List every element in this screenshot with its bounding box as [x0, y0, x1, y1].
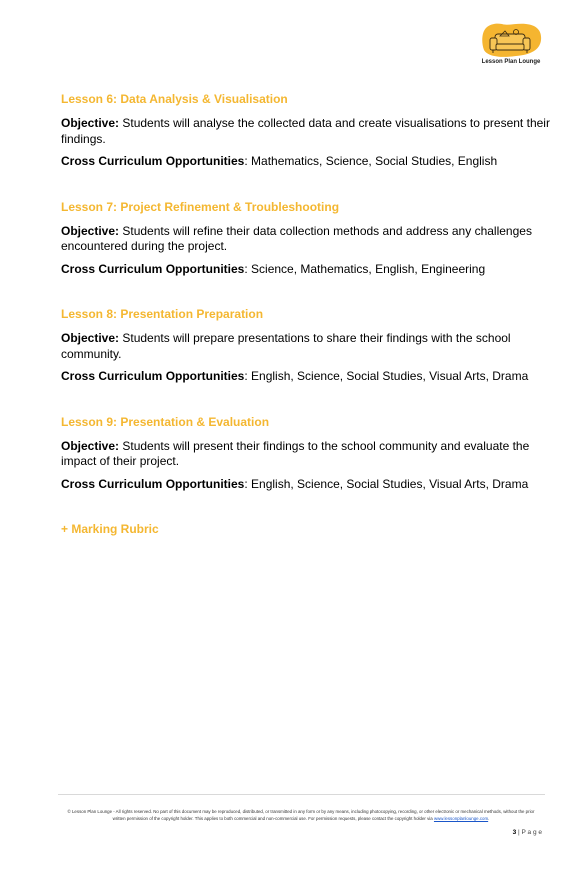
cross-curriculum-label: Cross Curriculum Opportunities	[61, 154, 245, 168]
objective-text: Students will prepare presentations to share their findings with the school community.	[61, 331, 511, 361]
page-number-value: 3	[512, 829, 517, 836]
lesson-title: Lesson 8: Presentation Preparation	[61, 307, 264, 321]
copyright-text: © Lesson Plan Lounge - All rights reserved. No part of this document may be reproduced, distributed, or transmitted in any form or by any means, including photocopying, recording, or other electronic or mechanical methods, without the prior written permission of the copyright holder. This applies to both commercial and non-commercial use. For permission requests, please contact the copyright holder via	[67, 809, 535, 821]
lesson-list	[61, 92, 551, 537]
objective-paragraph	[61, 331, 551, 362]
cross-curriculum-paragraph	[61, 477, 551, 493]
cross-curriculum-text: : Science, Mathematics, English, Engineering	[244, 261, 486, 276]
lesson-title: Lesson 7: Project Refinement & Troubleshooting	[61, 199, 340, 214]
cross-curriculum-label: Cross Curriculum Opportunities	[61, 261, 245, 276]
lesson-section	[61, 200, 551, 278]
footer-website-link[interactable]: www.lessonplanlounge.com	[433, 816, 489, 821]
cross-curriculum-text: : Mathematics, Science, Social Studies, English	[244, 154, 498, 168]
lesson-title: Lesson 9: Presentation & Evaluation	[61, 414, 270, 429]
lesson-section	[61, 92, 551, 170]
cross-curriculum-paragraph	[61, 369, 551, 385]
objective-paragraph	[61, 224, 551, 255]
objective-text: Students will refine their data collection methods and address any challenges encountered during the project.	[61, 223, 532, 253]
objective-text: Students will analyse the collected data and create visualisations to present their findings.	[61, 116, 550, 146]
cross-curriculum-label: Cross Curriculum Opportunities	[61, 369, 245, 383]
objective-paragraph	[61, 116, 551, 147]
page-number-separator: |	[516, 829, 522, 836]
lesson-section	[61, 415, 551, 493]
footer-link-suffix: .	[488, 816, 490, 821]
objective-paragraph	[61, 439, 551, 470]
objective-label: Objective:	[61, 223, 120, 238]
sofa-icon	[478, 22, 544, 60]
footer-copyright	[62, 808, 540, 822]
marking-rubric-link[interactable]: + Marking Rubric	[61, 522, 159, 536]
objective-text: Students will present their findings to the school community and evaluate the impact of their project.	[61, 438, 530, 468]
cross-curriculum-paragraph	[61, 154, 551, 170]
objective-label: Objective:	[61, 331, 120, 345]
page-label: P a g e	[521, 829, 542, 836]
logo-text: Lesson Plan Lounge	[481, 59, 541, 65]
cross-curriculum-text: : English, Science, Social Studies, Visual Arts, Drama	[244, 369, 529, 383]
lesson-section	[61, 307, 551, 385]
cross-curriculum-label: Cross Curriculum Opportunities	[61, 476, 245, 491]
brand-logo	[478, 22, 544, 70]
objective-label: Objective:	[61, 438, 120, 453]
footer-divider	[58, 794, 545, 795]
cross-curriculum-paragraph	[61, 262, 551, 278]
objective-label: Objective:	[61, 116, 120, 130]
page-number	[498, 829, 542, 836]
lesson-title: Lesson 6: Data Analysis & Visualisation	[61, 92, 288, 106]
cross-curriculum-text: : English, Science, Social Studies, Visual Arts, Drama	[244, 476, 529, 491]
